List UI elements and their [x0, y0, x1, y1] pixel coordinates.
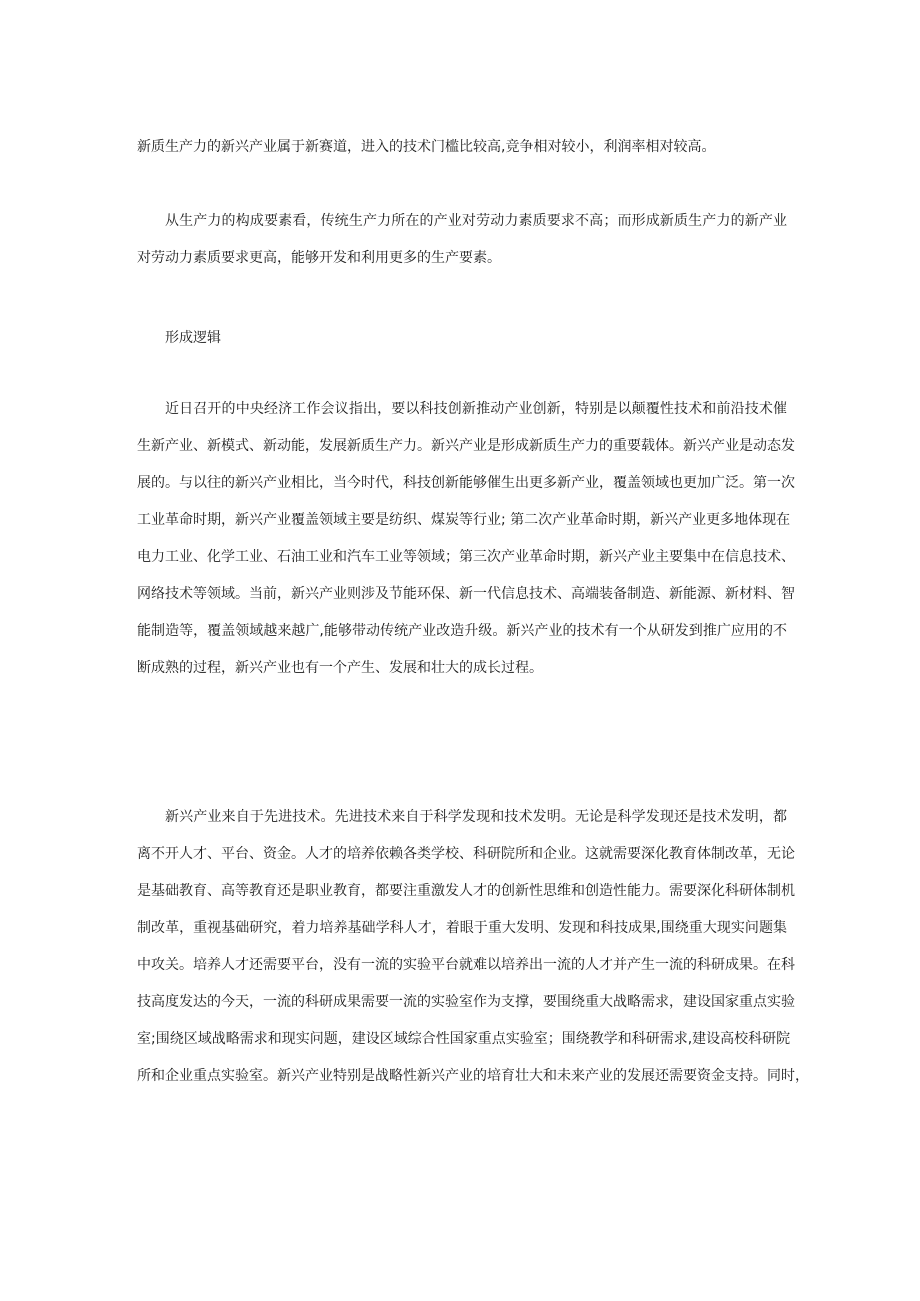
- paragraph-2-line-1: 从生产力的构成要素看，传统生产力所在的产业对劳动力素质要求不高；而形成新质生产力的新产业: [165, 213, 787, 229]
- paragraph-2: [137, 203, 787, 277]
- paragraph-2-line-2: 对劳动力素质要求更高，能够开发和利用更多的生产要素。: [137, 250, 501, 266]
- paragraph-3-line-4: 工业革命时期，新兴产业覆盖领域主要是纺织、煤炭等行业; 第二次产业革命时期，新兴产业更多地体现在: [137, 512, 791, 528]
- paragraph-1-line-1: 新质生产力的新兴产业属于新赛道，进入的技术门槛比较高,竞争相对较小，利润率相对较高。: [137, 139, 716, 155]
- paragraph-4-line-2: 离不开人才、平台、资金。人才的培养依赖各类学校、科研院所和企业。这就需要深化教育体制改革，无论: [137, 846, 795, 862]
- paragraph-4: [137, 799, 809, 1095]
- paragraph-4-line-1: 新兴产业来自于先进技术。先进技术来自于科学发现和技术发明。无论是科学发现还是技术发明，都: [165, 809, 787, 825]
- paragraph-3-line-7: 能制造等，覆盖领域越来越广,能够带动传统产业改造升级。新兴产业的技术有一个从研发到推广应用的不: [137, 623, 787, 639]
- paragraph-4-line-5: 中攻关。培养人才还需要平台，没有一流的实验平台就难以培养出一流的人才并产生一流的科研成果。在科: [137, 957, 795, 973]
- paragraph-3-line-8: 断成熟的过程，新兴产业也有一个产生、发展和壮大的成长过程。: [137, 660, 543, 676]
- paragraph-1: [137, 129, 787, 166]
- paragraph-3-line-6: 网络技术等领域。当前，新兴产业则涉及节能环保、新一代信息技术、高端装备制造、新能源、新材料、智: [137, 586, 795, 602]
- paragraph-3-line-1: 近日召开的中央经济工作会议指出，要以科技创新推动产业创新，特别是以颠覆性技术和前沿技术催: [165, 401, 787, 417]
- paragraph-4-line-3: 是基础教育、高等教育还是职业教育，都要注重激发人才的创新性思维和创造性能力。需要深化科研体制机: [137, 883, 795, 899]
- paragraph-3-line-2: 生新产业、新模式、新动能，发展新质生产力。新兴产业是形成新质生产力的重要载体。新兴产业是动态发: [137, 438, 795, 454]
- paragraph-3-line-3: 展的。与以往的新兴产业相比，当今时代，科技创新能够催生出更多新产业，覆盖领域也更加广泛。第一次: [137, 475, 795, 491]
- section-heading: 形成逻辑: [165, 330, 221, 346]
- paragraph-3: [137, 391, 795, 687]
- paragraph-4-line-4: 制改革，重视基础研究，着力培养基础学科人才，着眼于重大发明、发现和科技成果,围绕重大现实问题集: [137, 920, 787, 936]
- paragraph-4-line-7: 室;围绕区域战略需求和现实问题，建设区域综合性国家重点实验室；围绕教学和科研需求,建设高校科研院: [137, 1031, 791, 1047]
- paragraph-4-line-6: 技高度发达的今天，一流的科研成果需要一流的实验室作为支撑，要围绕重大战略需求，建设国家重点实验: [137, 994, 795, 1010]
- paragraph-3-line-5: 电力工业、化学工业、石油工业和汽车工业等领域；第三次产业革命时期，新兴产业主要集中在信息技术、: [137, 549, 795, 565]
- paragraph-4-line-8: 所和企业重点实验室。新兴产业特别是战略性新兴产业的培育壮大和未来产业的发展还需要资金支持。同时，: [137, 1068, 809, 1084]
